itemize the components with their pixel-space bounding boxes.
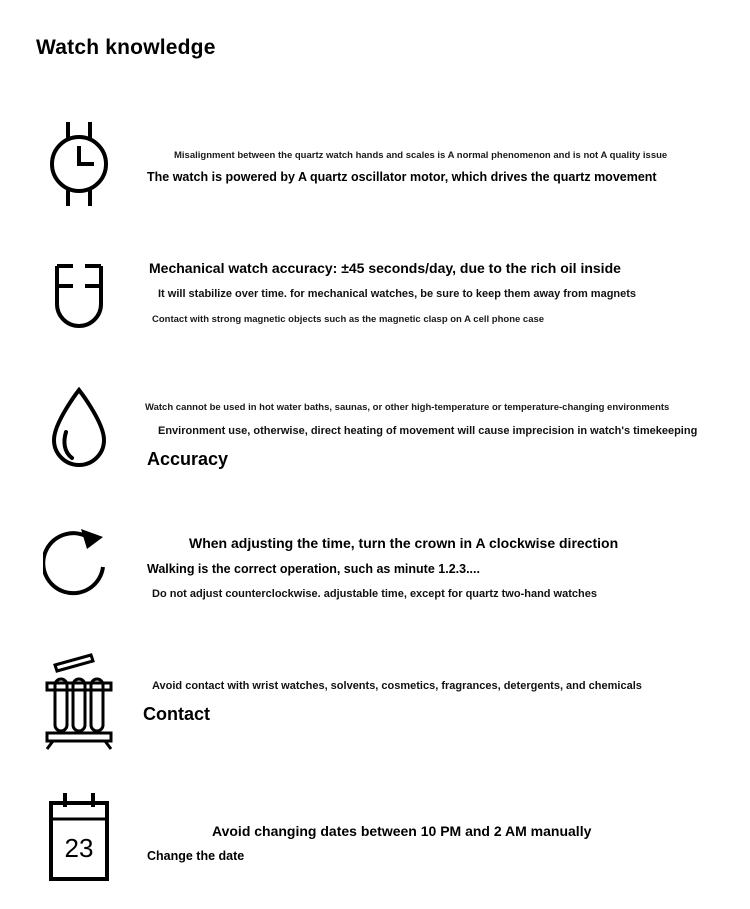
- watch-icon: [36, 116, 122, 212]
- calendar-day-number: 23: [64, 833, 94, 863]
- text-line: Change the date: [147, 849, 245, 863]
- magnet-icon: [36, 260, 122, 338]
- section-heading: Accuracy: [147, 449, 229, 469]
- text-line: When adjusting the time, turn the crown in A clockwise direction: [189, 535, 619, 551]
- text-line: The watch is powered by A quartz oscillator motor, which drives the quartz movement: [147, 170, 657, 184]
- text-line: Walking is the correct operation, such as minute 1.2.3....: [147, 562, 480, 576]
- calendar-icon: [36, 789, 122, 893]
- text-line: Avoid changing dates between 10 PM and 2 AM manually: [212, 823, 592, 839]
- section-heading: Contact: [143, 704, 210, 724]
- clockwise-arrow-icon: [36, 523, 122, 609]
- water-drop-icon: [36, 384, 122, 476]
- text-line: Do not adjust counterclockwise. adjustable time, except for quartz two-hand watches: [152, 588, 597, 600]
- text-line: Mechanical watch accuracy: ±45 seconds/day, due to the rich oil inside: [149, 260, 621, 276]
- text-line: It will stabilize over time. for mechanical watches, be sure to keep them away from magnets: [158, 288, 637, 300]
- test-tubes-icon: [36, 647, 122, 753]
- text-line: Avoid contact with wrist watches, solvents, cosmetics, fragrances, detergents, and chemicals: [152, 680, 642, 692]
- page-title: Watch knowledge: [36, 36, 216, 59]
- text-line: Environment use, otherwise, direct heating of movement will cause imprecision in watch's timekeeping: [158, 425, 698, 437]
- text-line: Watch cannot be used in hot water baths, saunas, or other high-temperature or temperature-changing environments: [145, 402, 670, 413]
- text-line: Misalignment between the quartz watch hands and scales is A normal phenomenon and is not A quality issue: [174, 150, 668, 161]
- text-line: Contact with strong magnetic objects such as the magnetic clasp on A cell phone case: [152, 314, 545, 325]
